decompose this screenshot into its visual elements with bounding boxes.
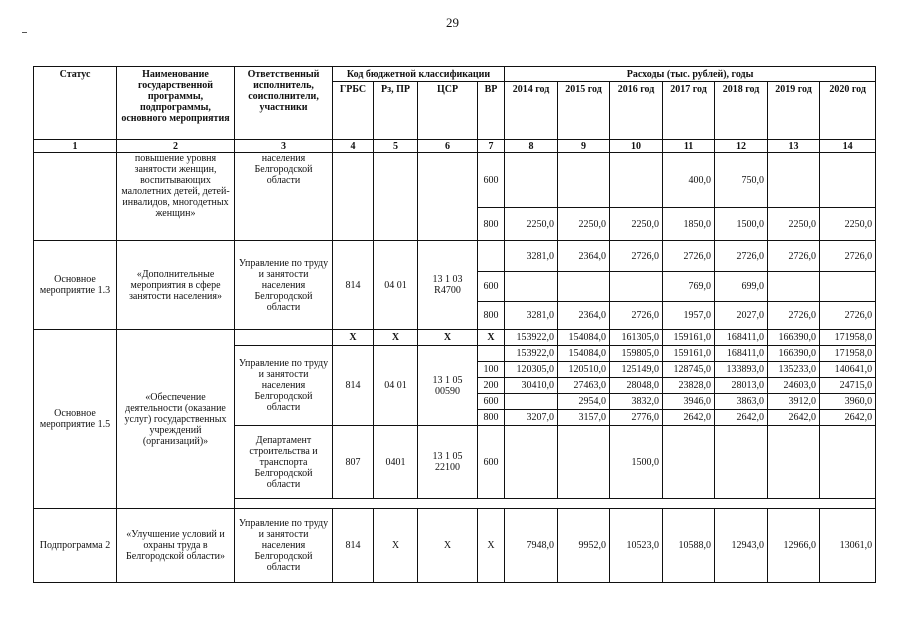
value-cell: 3960,0 xyxy=(820,394,876,410)
value-cell: 1850,0 xyxy=(663,208,715,241)
value-cell: 2726,0 xyxy=(820,241,876,272)
column-number: 6 xyxy=(418,140,478,153)
budget-table xyxy=(33,66,876,583)
column-number: 9 xyxy=(558,140,610,153)
value-cell: 3912,0 xyxy=(768,394,820,410)
value-cell: 3832,0 xyxy=(610,394,663,410)
value-cell: 154084,0 xyxy=(558,330,610,346)
value-cell: 2726,0 xyxy=(610,302,663,330)
value-cell: 1500,0 xyxy=(610,426,663,499)
value-cell: 30410,0 xyxy=(505,378,558,394)
header-status: Статус xyxy=(34,67,117,140)
header-year: 2014 год xyxy=(505,82,558,140)
responsible-cell xyxy=(235,330,333,346)
value-cell: 3946,0 xyxy=(663,394,715,410)
value-cell xyxy=(558,153,610,208)
value-cell: 3157,0 xyxy=(558,410,610,426)
csr-cell: 13 1 03 R4700 xyxy=(418,241,478,330)
csr-cell: 13 1 05 00590 xyxy=(418,346,478,426)
header-budget-code: Код бюджетной классификации xyxy=(333,67,505,82)
measure-name: повышение уровня занятости женщин, воспитывающих малолетних детей, детей-инвалидов, многодетных женщин» xyxy=(117,153,235,241)
value-cell: 153922,0 xyxy=(505,346,558,362)
value-cell: 135233,0 xyxy=(768,362,820,378)
value-cell: 2776,0 xyxy=(610,410,663,426)
responsible-cell: Управление по труду и занятости населения Белгородской области xyxy=(235,346,333,426)
header-name: Наименование государственной программы, подпрограммы, основного мероприятия xyxy=(117,67,235,140)
vr-cell: 800 xyxy=(478,208,505,241)
margin-mark xyxy=(22,32,27,33)
header-year: 2020 год xyxy=(820,82,876,140)
status-cell: Основное мероприятие 1.5 xyxy=(34,330,117,509)
column-number: 4 xyxy=(333,140,374,153)
value-cell: 128745,0 xyxy=(663,362,715,378)
header-year: 2015 год xyxy=(558,82,610,140)
value-cell xyxy=(610,153,663,208)
csr-cell xyxy=(418,153,478,241)
header-grbs: ГРБС xyxy=(333,82,374,140)
value-cell: 153922,0 xyxy=(505,330,558,346)
value-cell xyxy=(820,153,876,208)
page-number: 29 xyxy=(446,15,459,30)
value-cell: 28013,0 xyxy=(715,378,768,394)
spacer-cell xyxy=(235,499,876,509)
vr-cell: 600 xyxy=(478,153,505,208)
value-cell: 2250,0 xyxy=(505,208,558,241)
value-cell: 2250,0 xyxy=(558,208,610,241)
value-cell: 28048,0 xyxy=(610,378,663,394)
value-cell xyxy=(610,272,663,302)
column-number: 14 xyxy=(820,140,876,153)
csr-cell: Х xyxy=(418,509,478,583)
value-cell xyxy=(663,426,715,499)
status-cell xyxy=(34,153,117,241)
column-number: 5 xyxy=(374,140,418,153)
value-cell xyxy=(820,272,876,302)
value-cell: 2250,0 xyxy=(820,208,876,241)
value-cell: 154084,0 xyxy=(558,346,610,362)
value-cell: 9952,0 xyxy=(558,509,610,583)
value-cell xyxy=(768,153,820,208)
vr-cell: 100 xyxy=(478,362,505,378)
value-cell: 2364,0 xyxy=(558,241,610,272)
table-row xyxy=(34,241,876,272)
value-cell: 2027,0 xyxy=(715,302,768,330)
value-cell: 24603,0 xyxy=(768,378,820,394)
table-row xyxy=(34,509,876,583)
value-cell: 120510,0 xyxy=(558,362,610,378)
column-number: 1 xyxy=(34,140,117,153)
value-cell: 2364,0 xyxy=(558,302,610,330)
value-cell xyxy=(820,426,876,499)
value-cell xyxy=(715,426,768,499)
value-cell: 12966,0 xyxy=(768,509,820,583)
table-row xyxy=(34,153,876,208)
value-cell: 2726,0 xyxy=(715,241,768,272)
value-cell: 10523,0 xyxy=(610,509,663,583)
value-cell: 2250,0 xyxy=(610,208,663,241)
value-cell: 2642,0 xyxy=(820,410,876,426)
value-cell: 2642,0 xyxy=(663,410,715,426)
measure-name: «Дополнительные мероприятия в сфере занятости населения» xyxy=(117,241,235,330)
vr-cell: 600 xyxy=(478,272,505,302)
value-cell: 133893,0 xyxy=(715,362,768,378)
value-cell: 10588,0 xyxy=(663,509,715,583)
table-row xyxy=(34,330,876,346)
value-cell xyxy=(505,426,558,499)
rzpr-cell: 0401 xyxy=(374,426,418,499)
column-number-row xyxy=(34,140,876,153)
value-cell: 168411,0 xyxy=(715,346,768,362)
responsible-cell: Управление по труду и занятости населения Белгородской области xyxy=(235,241,333,330)
column-number: 7 xyxy=(478,140,505,153)
csr-cell: 13 1 05 22100 xyxy=(418,426,478,499)
grbs-cell: 807 xyxy=(333,426,374,499)
vr-cell: 200 xyxy=(478,378,505,394)
column-number: 3 xyxy=(235,140,333,153)
value-cell xyxy=(505,153,558,208)
column-number: 10 xyxy=(610,140,663,153)
value-cell: 3281,0 xyxy=(505,241,558,272)
column-number: 13 xyxy=(768,140,820,153)
grbs-cell: 814 xyxy=(333,346,374,426)
rzpr-cell: 04 01 xyxy=(374,241,418,330)
header-csr: ЦСР xyxy=(418,82,478,140)
value-cell xyxy=(558,426,610,499)
measure-name: «Обеспечение деятельности (оказание услуг) государственных учреждений (организаций)» xyxy=(117,330,235,509)
value-cell xyxy=(505,272,558,302)
value-cell: 2954,0 xyxy=(558,394,610,410)
responsible-cell: Департамент строительства и транспорта Белгородской области xyxy=(235,426,333,499)
value-cell: 168411,0 xyxy=(715,330,768,346)
measure-name: «Улучшение условий и охраны труда в Белгородской области» xyxy=(117,509,235,583)
responsible-cell: населения Белгородской области xyxy=(235,153,333,241)
vr-cell: 600 xyxy=(478,426,505,499)
value-cell: 166390,0 xyxy=(768,330,820,346)
column-number: 11 xyxy=(663,140,715,153)
header-year: 2017 год xyxy=(663,82,715,140)
value-cell: 159161,0 xyxy=(663,330,715,346)
vr-cell xyxy=(478,241,505,272)
value-cell: 769,0 xyxy=(663,272,715,302)
value-cell: 400,0 xyxy=(663,153,715,208)
grbs-cell: 814 xyxy=(333,509,374,583)
value-cell: 171958,0 xyxy=(820,330,876,346)
value-cell: 27463,0 xyxy=(558,378,610,394)
rzpr-cell: Х xyxy=(374,509,418,583)
value-cell: 2642,0 xyxy=(715,410,768,426)
grbs-cell: Х xyxy=(333,330,374,346)
column-number: 8 xyxy=(505,140,558,153)
column-number: 2 xyxy=(117,140,235,153)
header-vr: ВР xyxy=(478,82,505,140)
value-cell: 2726,0 xyxy=(663,241,715,272)
responsible-cell: Управление по труду и занятости населения Белгородской области xyxy=(235,509,333,583)
value-cell: 2726,0 xyxy=(768,241,820,272)
vr-cell: 800 xyxy=(478,410,505,426)
value-cell: 2642,0 xyxy=(768,410,820,426)
vr-cell: 600 xyxy=(478,394,505,410)
value-cell xyxy=(768,272,820,302)
value-cell xyxy=(505,394,558,410)
value-cell: 3863,0 xyxy=(715,394,768,410)
header-expenses: Расходы (тыс. рублей), годы xyxy=(505,67,876,82)
value-cell: 1957,0 xyxy=(663,302,715,330)
value-cell xyxy=(558,272,610,302)
header-rzpr: Рз, ПР xyxy=(374,82,418,140)
value-cell: 161305,0 xyxy=(610,330,663,346)
value-cell: 12943,0 xyxy=(715,509,768,583)
value-cell: 120305,0 xyxy=(505,362,558,378)
value-cell: 2726,0 xyxy=(820,302,876,330)
value-cell: 13061,0 xyxy=(820,509,876,583)
column-number: 12 xyxy=(715,140,768,153)
status-cell: Основное мероприятие 1.3 xyxy=(34,241,117,330)
value-cell: 2726,0 xyxy=(610,241,663,272)
value-cell: 159161,0 xyxy=(663,346,715,362)
value-cell: 125149,0 xyxy=(610,362,663,378)
header-year: 2016 год xyxy=(610,82,663,140)
value-cell: 3207,0 xyxy=(505,410,558,426)
value-cell: 24715,0 xyxy=(820,378,876,394)
value-cell: 140641,0 xyxy=(820,362,876,378)
vr-cell: 800 xyxy=(478,302,505,330)
value-cell xyxy=(768,426,820,499)
value-cell: 1500,0 xyxy=(715,208,768,241)
grbs-cell xyxy=(333,153,374,241)
value-cell: 2726,0 xyxy=(768,302,820,330)
value-cell: 750,0 xyxy=(715,153,768,208)
rzpr-cell xyxy=(374,153,418,241)
vr-cell xyxy=(478,346,505,362)
value-cell: 2250,0 xyxy=(768,208,820,241)
header-year: 2019 год xyxy=(768,82,820,140)
rzpr-cell: Х xyxy=(374,330,418,346)
value-cell: 7948,0 xyxy=(505,509,558,583)
value-cell: 159805,0 xyxy=(610,346,663,362)
value-cell: 3281,0 xyxy=(505,302,558,330)
value-cell: 166390,0 xyxy=(768,346,820,362)
value-cell: 699,0 xyxy=(715,272,768,302)
vr-cell: Х xyxy=(478,330,505,346)
vr-cell: Х xyxy=(478,509,505,583)
csr-cell: Х xyxy=(418,330,478,346)
rzpr-cell: 04 01 xyxy=(374,346,418,426)
value-cell: 171958,0 xyxy=(820,346,876,362)
value-cell: 23828,0 xyxy=(663,378,715,394)
status-cell: Подпрограмма 2 xyxy=(34,509,117,583)
grbs-cell: 814 xyxy=(333,241,374,330)
header-year: 2018 год xyxy=(715,82,768,140)
header-responsible: Ответственный исполнитель, соисполнители, участники xyxy=(235,67,333,140)
